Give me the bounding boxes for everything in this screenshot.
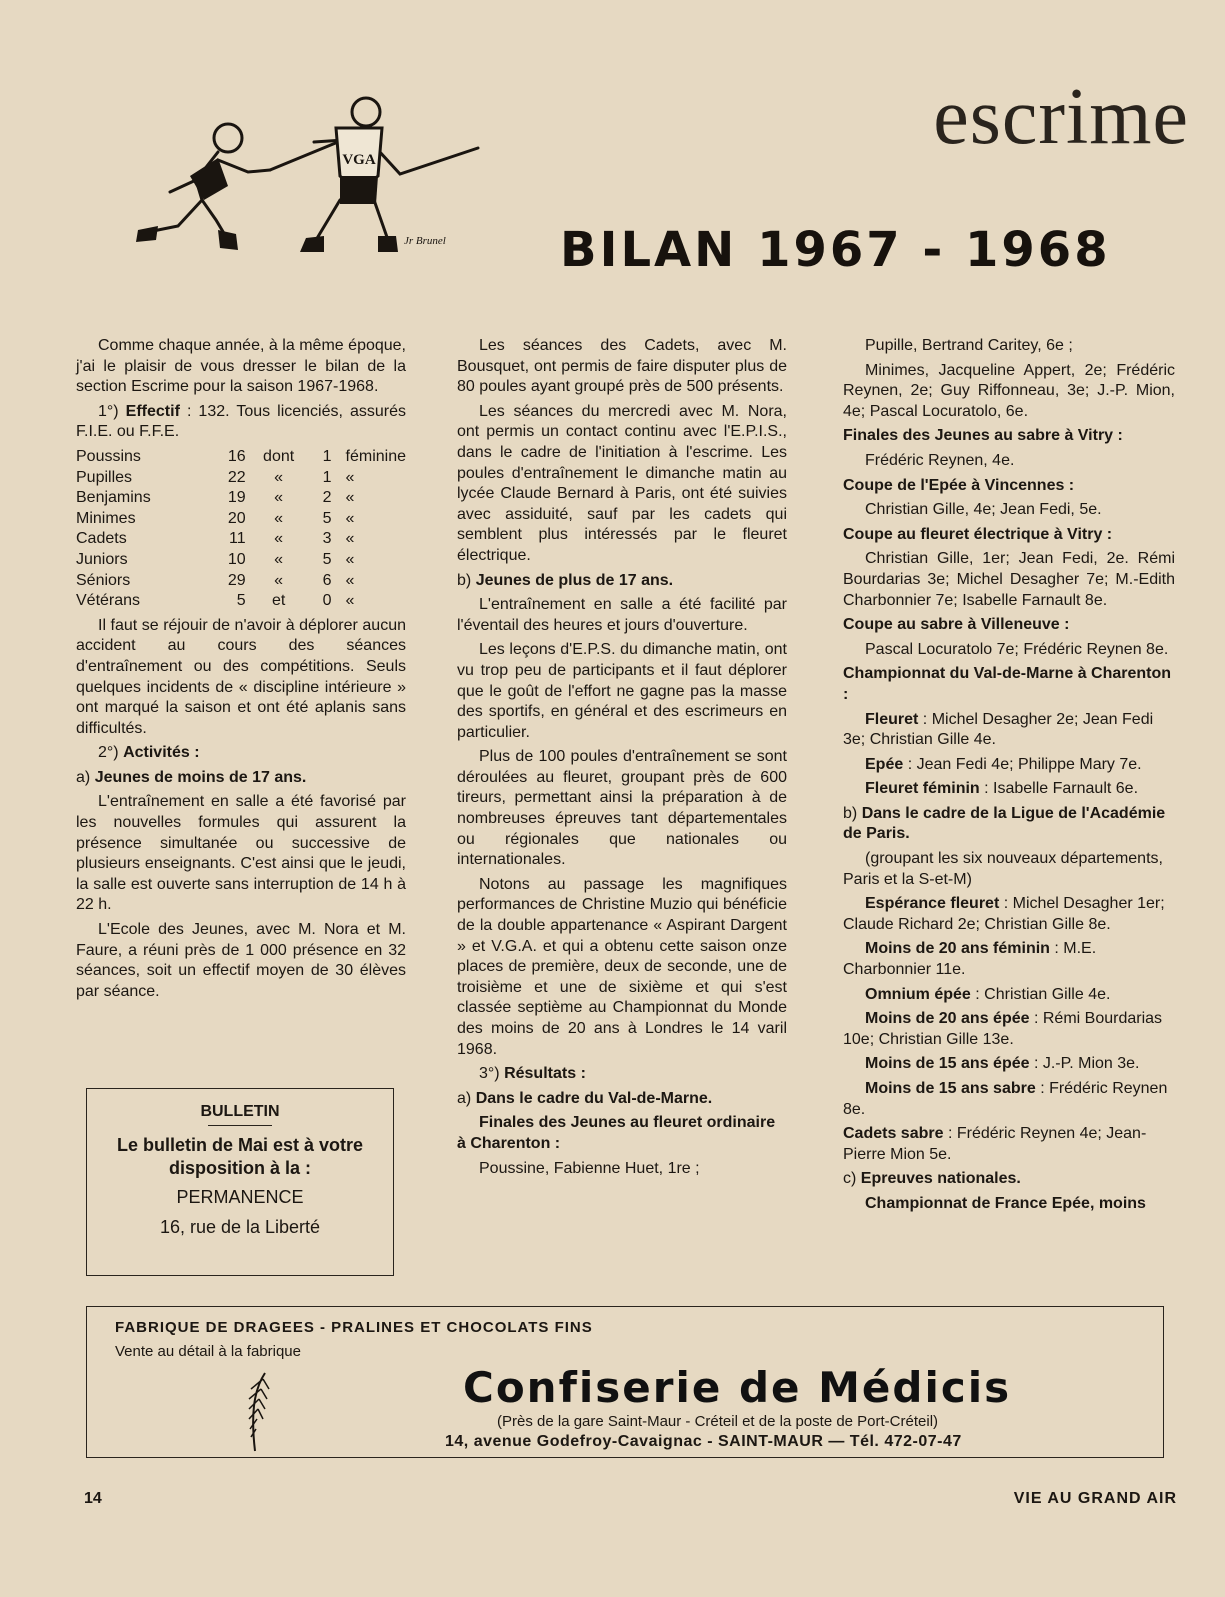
effectif-suffix: « xyxy=(345,571,355,589)
moins20-feminin-text: : M.E. Charbonnier 11e. xyxy=(843,940,1097,979)
bulletin-place: PERMANENCE xyxy=(176,1187,304,1207)
effectif-total: 11 xyxy=(229,530,246,548)
effectif-row xyxy=(76,591,406,612)
effectif-feminine: 2 xyxy=(322,489,332,507)
coupe-fleuret-result: Christian Gille, 1er; Jean Fedi, 2e. Rémi Bourdarias 3e; Michel Desagher 7e; M.-Edith Charbonnier 7e; Isabelle Farnault 8e. xyxy=(843,550,1175,609)
effectif-row xyxy=(76,488,406,509)
effectif-connector: « xyxy=(274,550,284,568)
moins15-epee-result xyxy=(843,1054,1175,1075)
fleuret-label: Fleuret xyxy=(865,710,919,728)
feather-icon xyxy=(247,1371,271,1455)
effectif-feminine: 0 xyxy=(322,592,332,610)
moins15-sabre-result xyxy=(843,1079,1175,1120)
effectif-suffix: « xyxy=(345,592,355,610)
championnat-france-line: Championnat de France Epée, moins xyxy=(865,1194,1146,1212)
effectif-category: Poussins xyxy=(76,447,141,465)
effectif-row xyxy=(76,468,406,489)
effectif-feminine: 1 xyxy=(322,468,332,486)
subsection-a-title: Jeunes de moins de 17 ans. xyxy=(94,768,307,786)
effectif-total: 5 xyxy=(236,592,246,610)
coupe-sabre-result: Pascal Locuratolo 7e; Frédéric Reynen 8e. xyxy=(865,640,1169,658)
cadets-sabre-text: : Frédéric Reynen 4e; Jean-Pierre Mion 5e. xyxy=(843,1125,1147,1163)
nationales-prefix: c) xyxy=(843,1170,857,1188)
resultats-heading xyxy=(457,1064,787,1085)
article-title: BILAN 1967 - 1968 xyxy=(560,222,1111,278)
coupe-epee-result: Christian Gille, 4e; Jean Fedi, 5e. xyxy=(865,501,1102,519)
championnat-vdm-heading: Championnat du Val-de-Marne à Charenton : xyxy=(843,665,1172,703)
effectif-total: 22 xyxy=(227,468,246,486)
activites-number: 2°) xyxy=(98,744,119,762)
fleuret-feminin-label: Fleuret féminin xyxy=(865,780,980,798)
effectif-table xyxy=(76,447,406,612)
fleuret-result xyxy=(843,710,1175,751)
epee-text: : Jean Fedi 4e; Philippe Mary 7e. xyxy=(907,755,1142,773)
effectif-feminine: 1 xyxy=(322,447,332,465)
activites-colon: : xyxy=(194,744,200,762)
effectif-connector: « xyxy=(274,489,284,507)
effectif-paragraph xyxy=(76,402,406,443)
moins20-epee-result xyxy=(843,1009,1175,1050)
effectif-suffix: « xyxy=(345,550,355,568)
moins20-feminin-result xyxy=(843,939,1175,980)
effectif-total: 19 xyxy=(227,489,246,507)
val-de-marne-title: Dans le cadre du Val-de-Marne. xyxy=(475,1089,713,1107)
effectif-row xyxy=(76,571,406,592)
coupe-epee-heading: Coupe de l'Epée à Vincennes : xyxy=(843,476,1075,494)
eventail-paragraph: L'entraînement en salle a été facilité par l'éventail des heures et jours d'ouverture. xyxy=(457,596,787,634)
ligue-heading xyxy=(843,804,1175,845)
moins15-epee-text: : J.-P. Mion 3e. xyxy=(1033,1055,1140,1073)
moins20-feminin-label: Moins de 20 ans féminin xyxy=(865,940,1050,958)
epee-label: Epée xyxy=(865,755,904,773)
effectif-connector: « xyxy=(274,509,284,527)
effectif-suffix: « xyxy=(345,509,355,527)
moins15-epee-label: Moins de 15 ans épée xyxy=(865,1055,1030,1073)
ad-line-products: FABRIQUE DE DRAGEES - PRALINES ET CHOCOLATS FINS xyxy=(115,1319,593,1336)
effectif-suffix: « xyxy=(345,468,355,486)
subsection-b-prefix: b) xyxy=(457,571,472,589)
resultats-label: Résultats xyxy=(504,1065,577,1083)
fleuret-text: : Michel Desagher 2e; Jean Fedi 3e; Christian Gille 4e. xyxy=(843,710,1154,749)
column-2 xyxy=(457,336,787,1183)
artist-signature: Jr Brunel xyxy=(404,235,446,247)
effectif-text: : 132. Tous licenciés, assurés F.I.E. ou F.F.E. xyxy=(76,402,407,441)
effectif-feminine: 3 xyxy=(322,530,332,548)
effectif-category: Benjamins xyxy=(76,489,151,507)
subsection-a-prefix: a) xyxy=(76,768,91,786)
ligue-prefix: b) xyxy=(843,804,858,822)
magazine-name: VIE AU GRAND AIR xyxy=(1013,1490,1177,1507)
column-1 xyxy=(76,336,406,1006)
effectif-feminine: 6 xyxy=(322,571,332,589)
effectif-category: Cadets xyxy=(76,530,127,548)
ligue-note: (groupant les six nouveaux départements, Paris et la S-et-M) xyxy=(843,850,1163,888)
finales-fleuret-heading: Finales des Jeunes au fleuret ordinaire à Charenton : xyxy=(457,1114,776,1152)
bulletin-divider xyxy=(208,1125,272,1126)
moins15-sabre-text: : Frédéric Reynen 8e. xyxy=(843,1080,1168,1118)
moins20-epee-text: : Rémi Bourdarias 10e; Christian Gille 13e. xyxy=(843,1010,1163,1048)
effectif-row xyxy=(76,529,406,550)
epee-result xyxy=(843,755,1175,776)
effectif-row xyxy=(76,509,406,530)
bulletin-message: Le bulletin de Mai est à votre disposition à la : xyxy=(116,1135,364,1178)
resultats-number: 3°) xyxy=(479,1065,500,1083)
resultats-colon: : xyxy=(580,1065,586,1083)
effectif-total: 20 xyxy=(227,509,246,527)
subsection-a-heading xyxy=(76,768,406,789)
subsection-b-heading xyxy=(457,571,787,592)
effectif-suffix: « xyxy=(345,489,355,507)
moins20-epee-label: Moins de 20 ans épée xyxy=(865,1010,1030,1028)
fencers-illustration xyxy=(78,80,498,280)
accident-paragraph: Il faut se réjouir de n'avoir à déplorer aucun accident au cours des séances d'entraînement ou des compétitions. Seuls quelques incidents de « discipline intérieure » ont marqué la saison et ont été aplanis sans difficultés. xyxy=(76,616,406,737)
shield-letters: VGA xyxy=(342,152,376,168)
eps-paragraph: Les leçons d'E.P.S. du dimanche matin, ont vu trop peu de participants et il faut déplorer que le goût de l'effort ne gagne pas la masse des sportifs, en général et des escrimeurs en particulier. xyxy=(457,641,787,741)
subsection-val-de-marne-heading xyxy=(457,1089,787,1110)
esperance-text: : Michel Desagher 1er; Claude Richard 2e; Christian Gille 8e. xyxy=(843,895,1165,933)
coupe-fleuret-heading: Coupe au fleuret électrique à Vitry : xyxy=(843,525,1113,543)
effectif-connector: dont xyxy=(263,447,295,465)
mercredi-paragraph: Les séances du mercredi avec M. Nora, ont permis un contact continu avec l'E.P.I.S., dans le cadre de l'initiation à l'escrime. Les poules d'entraînement le dimanche matin au lycée Claude Bernard à Paris, ont été suivies avec assiduité, sauf par les cadets qui semblent plus intéressés par le fleuret électrique. xyxy=(457,402,787,564)
cadets-paragraph: Les séances des Cadets, avec M. Bousquet, ont permis de faire disputer plus de 80 poules ayant groupé près de 500 présents. xyxy=(457,337,787,396)
ad-brand-name: Confiserie de Médicis xyxy=(463,1363,1012,1412)
fleuret-feminin-text: : Isabelle Farnault 6e. xyxy=(984,780,1139,798)
cadets-sabre-result xyxy=(843,1124,1175,1165)
effectif-total: 10 xyxy=(227,550,246,568)
effectif-suffix: féminine xyxy=(345,447,406,465)
val-de-marne-prefix: a) xyxy=(457,1089,472,1107)
poussine-result: Poussine, Fabienne Huet, 1re ; xyxy=(479,1159,700,1177)
moins15-sabre-label: Moins de 15 ans sabre xyxy=(865,1080,1036,1097)
ad-line-retail: Vente au détail à la fabrique xyxy=(115,1343,301,1360)
esperance-label: Espérance fleuret xyxy=(865,895,1000,913)
ad-location-note: (Près de la gare Saint-Maur - Créteil et de la poste de Port-Créteil) xyxy=(497,1413,939,1430)
effectif-connector: « xyxy=(274,468,284,486)
pupille-result: Pupille, Bertrand Caritey, 6e ; xyxy=(865,337,1073,354)
ad-address: 14, avenue Godefroy-Cavaignac - SAINT-MAUR — Tél. 472-07-47 xyxy=(445,1433,962,1450)
esperance-result xyxy=(843,894,1175,935)
cadets-sabre-label: Cadets sabre xyxy=(843,1125,944,1143)
activites-heading xyxy=(76,743,406,764)
effectif-heading: Effectif xyxy=(125,402,180,420)
column-3 xyxy=(843,336,1175,1219)
effectif-category: Pupilles xyxy=(76,468,133,486)
finales-sabre-heading: Finales des Jeunes au sabre à Vitry : xyxy=(843,427,1123,445)
fleuret-feminin-result xyxy=(843,779,1175,800)
effectif-category: Séniors xyxy=(76,571,131,589)
ligue-title: Dans le cadre de la Ligue de l'Académie de Paris. xyxy=(843,804,1166,843)
salle-paragraph: L'entraînement en salle a été favorisé par les nouvelles formules qui assurent la présence simultanée ou successive de plusieurs enseignants. C'est ainsi que le jeudi, la salle est ouverte sans interruption de 14 h à 22 h. xyxy=(76,793,406,914)
effectif-connector: « xyxy=(274,530,284,548)
effectif-feminine: 5 xyxy=(322,550,332,568)
intro-paragraph: Comme chaque année, à la même époque, j'ai le plaisir de vous dresser le bilan de la section Escrime pour la saison 1967-1968. xyxy=(76,337,406,396)
effectif-connector: et xyxy=(271,592,286,610)
effectif-feminine: 5 xyxy=(322,509,332,527)
bulletin-box xyxy=(86,1088,394,1276)
omnium-result xyxy=(843,985,1175,1006)
effectif-category: Minimes xyxy=(76,509,136,527)
nationales-title: Epreuves nationales. xyxy=(860,1170,1021,1188)
finales-sabre-result: Frédéric Reynen, 4e. xyxy=(865,451,1015,469)
bulletin-title: BULLETIN xyxy=(200,1103,280,1120)
ecole-paragraph: L'Ecole des Jeunes, avec M. Nora et M. Faure, a réuni près de 1 000 présence en 32 séances, soit un effectif moyen de 30 élèves par séance. xyxy=(76,921,406,1000)
effectif-row xyxy=(76,447,406,468)
activites-label: Activités xyxy=(123,744,190,762)
page-number: 14 xyxy=(84,1490,102,1507)
coupe-sabre-heading: Coupe au sabre à Villeneuve : xyxy=(843,616,1070,634)
poules-paragraph: Plus de 100 poules d'entraînement se sont déroulées au fleuret, groupant près de 600 tireurs, permettant ainsi la préparation à de nombreuses épreuves tant départementales ou régionales que nationales ou internationales. xyxy=(457,748,787,869)
section-title: escrime xyxy=(933,73,1189,161)
effectif-total: 29 xyxy=(227,571,246,589)
muzio-paragraph: Notons au passage les magnifiques performances de Christine Muzio qui bénéficie de la double appartenance « Aspirant Dargent » et V.G.A. et qui a obtenu cette saison onze places de première, deux de seconde, une de troisième et une de sixième et qui s'est classée septième au Championnat du Monde des moins de 20 ans à Londres le 14 varil 1968. xyxy=(457,875,787,1058)
effectif-category: Juniors xyxy=(76,550,128,568)
nationales-heading xyxy=(843,1169,1175,1190)
effectif-number: 1°) xyxy=(98,402,119,420)
effectif-connector: « xyxy=(274,571,284,589)
effectif-suffix: « xyxy=(345,530,355,548)
minimes-result: Minimes, Jacqueline Appert, 2e; Frédéric Reynen, 2e; Guy Riffonneau, 3e; J.-P. Mion, 4e; Pascal Locuratolo, 6e. xyxy=(843,361,1175,420)
effectif-row xyxy=(76,550,406,571)
subsection-b-title: Jeunes de plus de 17 ans. xyxy=(475,571,674,589)
effectif-category: Vétérans xyxy=(76,592,141,610)
confiserie-advertisement xyxy=(86,1306,1164,1458)
omnium-text: : Christian Gille 4e. xyxy=(975,985,1111,1003)
omnium-label: Omnium épée xyxy=(865,985,971,1003)
effectif-total: 16 xyxy=(227,447,246,465)
bulletin-address: 16, rue de la Liberté xyxy=(159,1217,321,1237)
